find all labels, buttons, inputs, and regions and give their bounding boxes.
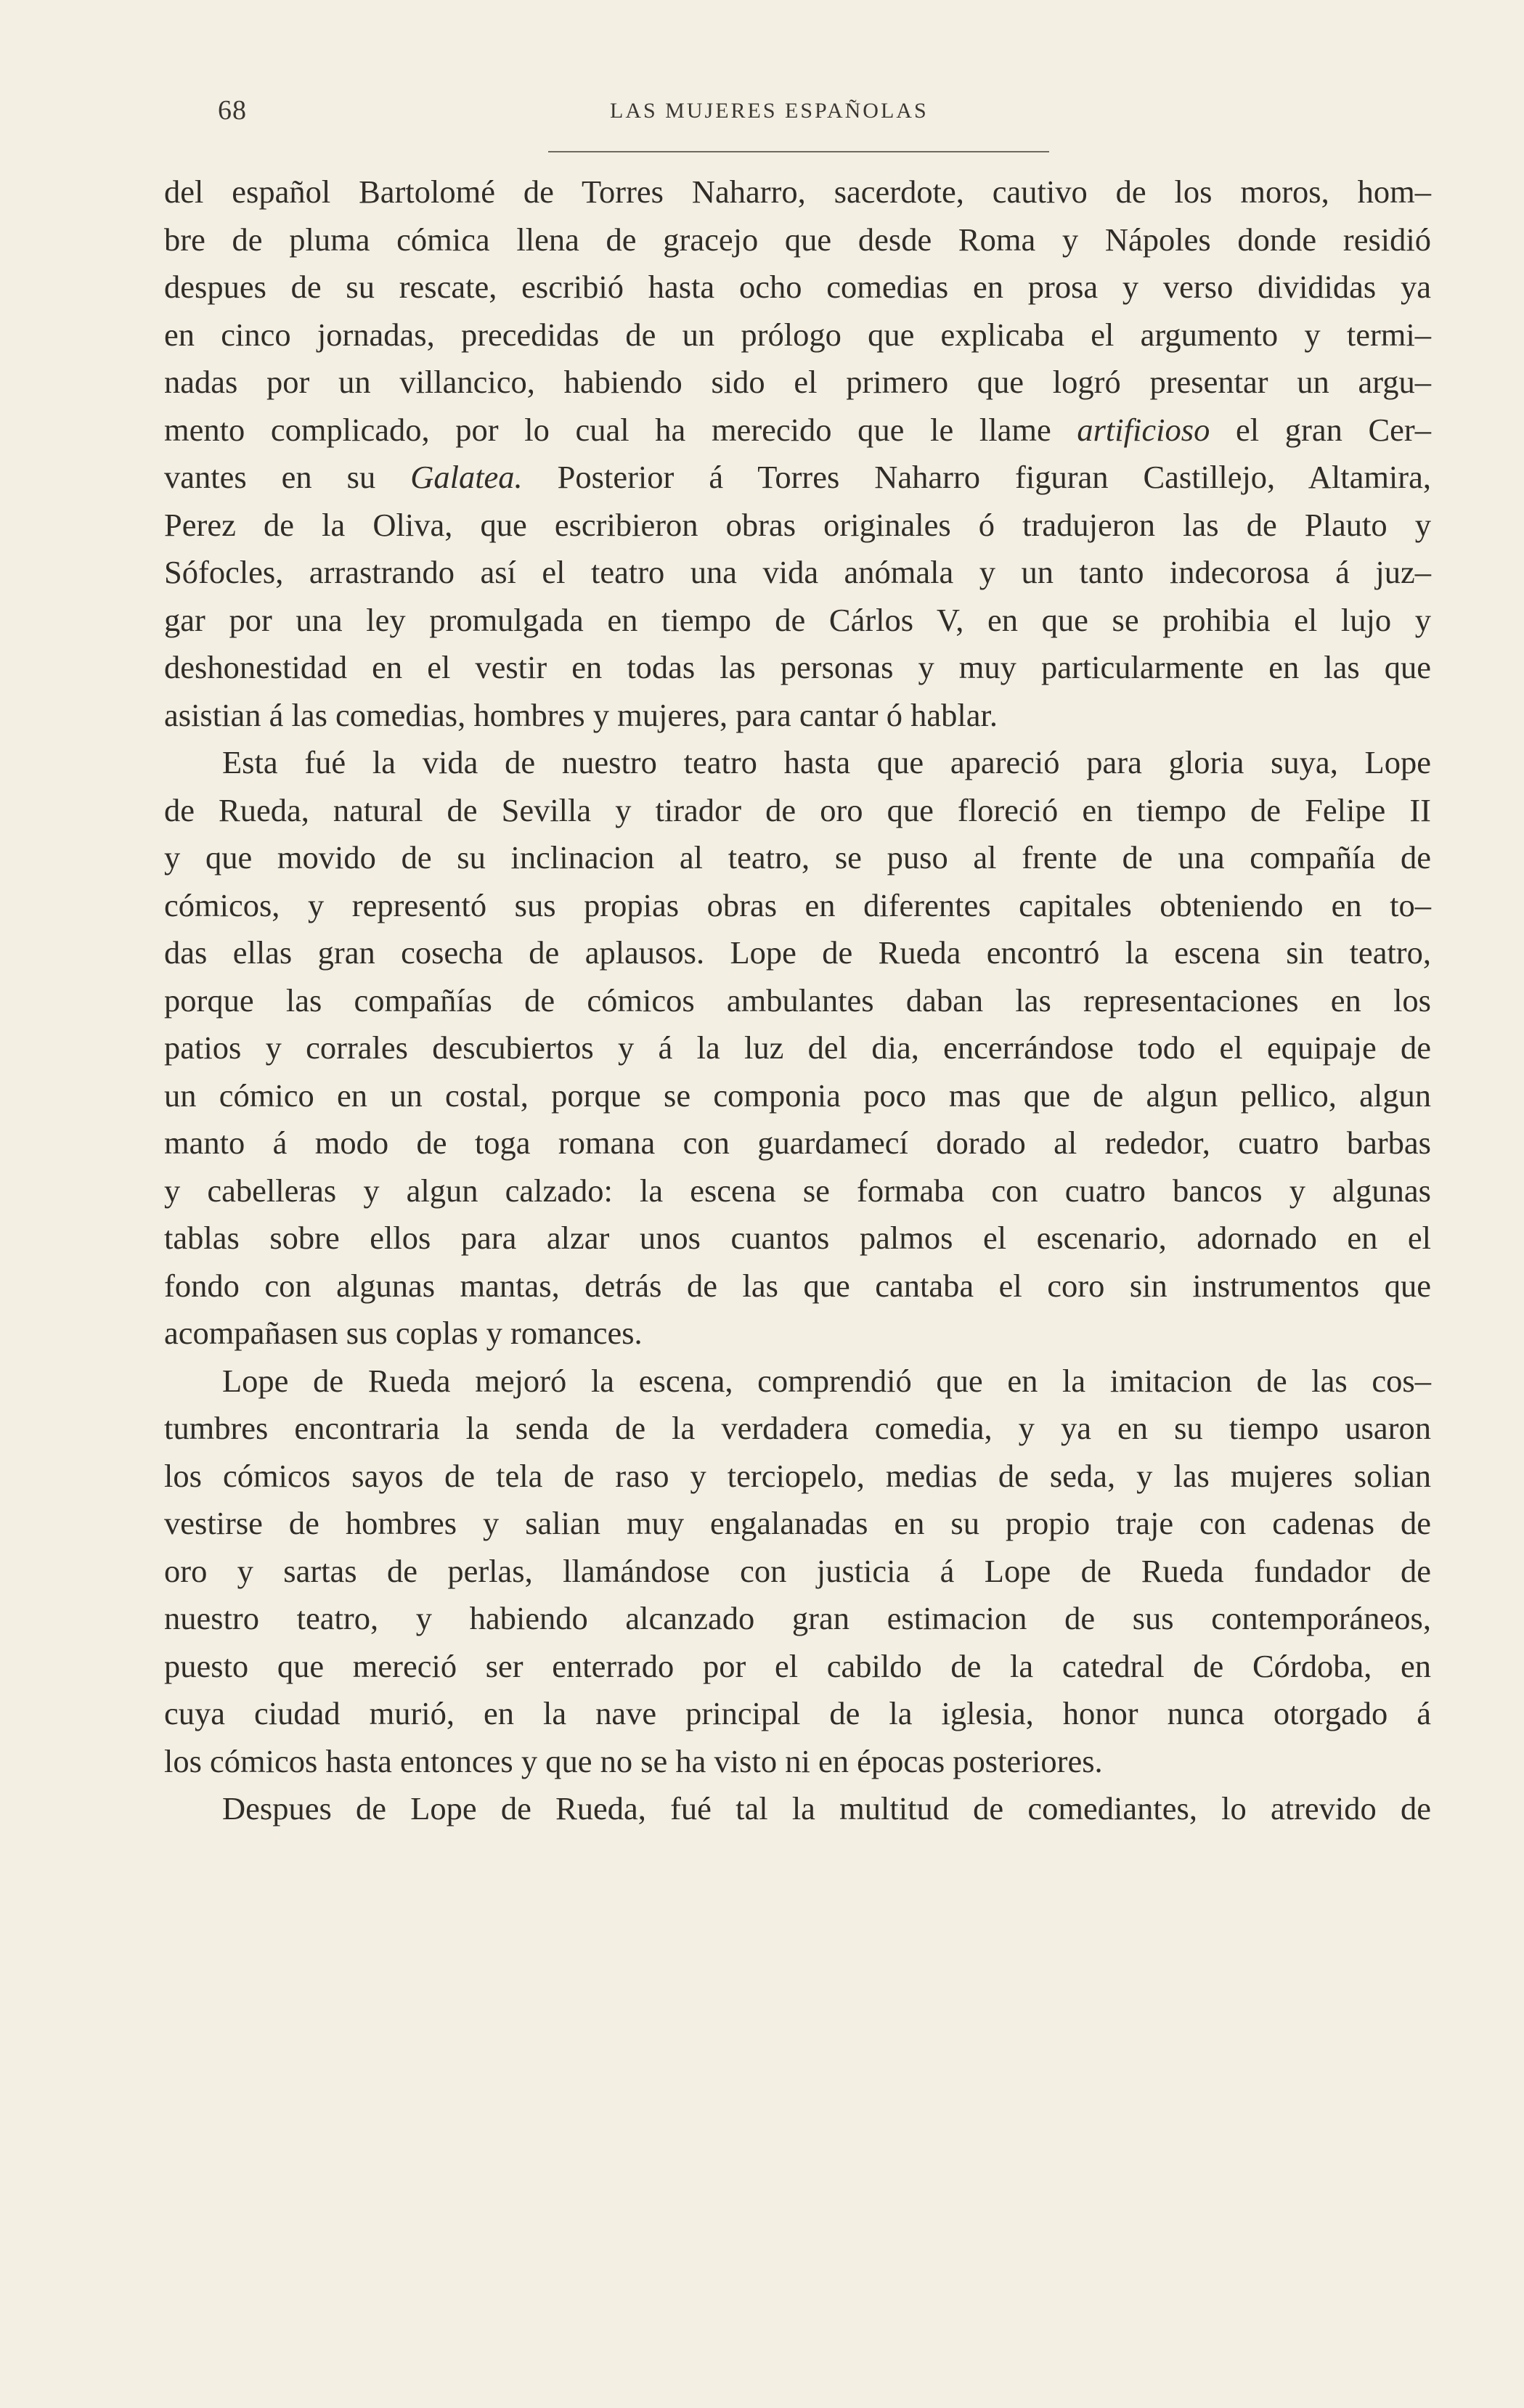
text-line: y que movido de su inclinacion al teatro, se puso al frente de una compañía de <box>164 839 1431 876</box>
text-line: puesto que mereció ser enterrado por el cabildo de la catedral de Córdoba, en <box>164 1647 1431 1684</box>
text-line: porque las compañías de cómicos ambulantes daban las representaciones en los <box>164 981 1431 1019</box>
paragraph-3 <box>164 1358 1431 1786</box>
text-line: los cómicos sayos de tela de raso y terciopelo, medias de seda, y las mujeres solian <box>164 1457 1431 1494</box>
text-line: Lope de Rueda mejoró la escena, comprendió que en la imitacion de las cos– <box>222 1362 1431 1399</box>
paragraph-2 <box>164 739 1431 1358</box>
text-line: nadas por un villancico, habiendo sido el primero que logró presentar un argu– <box>164 364 1431 400</box>
paragraph-1 <box>164 168 1431 739</box>
text-line: mento complicado, por lo cual ha merecido que le llame artificioso el gran Cer– <box>164 411 1431 448</box>
body-text <box>164 168 1431 1833</box>
paragraph-4 <box>164 1785 1431 1833</box>
text-line: Sófocles, arrastrando así el teatro una vida anómala y un tanto indecorosa á juz– <box>164 554 1431 590</box>
text-line: das ellas gran cosecha de aplausos. Lope de Rueda encontró la escena sin teatro, <box>164 934 1431 971</box>
text-line: cómicos, y representó sus propias obras en diferentes capitales obteniendo en to– <box>164 886 1431 923</box>
page-header <box>218 94 1430 138</box>
text-line: vestirse de hombres y salian muy engalanadas en su propio traje con cadenas de <box>164 1505 1431 1541</box>
text-line: manto á modo de toga romana con guardamecí dorado al rededor, cuatro barbas <box>164 1125 1431 1161</box>
text-line: un cómico en un costal, porque se componia poco mas que de algun pellico, algun <box>164 1077 1431 1114</box>
text-line: tablas sobre ellos para alzar unos cuantos palmos el escenario, adornado en el <box>164 1220 1431 1256</box>
text-line: oro y sartas de perlas, llamándose con justicia á Lope de Rueda fundador de <box>164 1552 1431 1589</box>
text-line: bre de pluma cómica llena de gracejo que desde Roma y Nápoles donde residió <box>164 221 1431 258</box>
text-line: fondo con algunas mantas, detrás de las que cantaba el coro sin instrumentos que <box>164 1267 1431 1304</box>
text-line: vantes en su Galatea. Posterior á Torres Naharro figuran Castillejo, Altamira, <box>164 459 1431 495</box>
italic-title: Galatea. <box>410 459 523 495</box>
text-line: acompañasen sus coplas y romances. <box>164 1315 643 1351</box>
text-line: Despues de Lope de Rueda, fué tal la multitud de comediantes, lo atrevido de <box>222 1790 1431 1827</box>
text-line: gar por una ley promulgada en tiempo de Cárlos V, en que se prohibia el lujo y <box>164 601 1431 638</box>
text-line: Perez de la Oliva, que escribieron obras originales ó tradujeron las de Plauto y <box>164 506 1431 543</box>
header-rule <box>548 151 1049 152</box>
text-line: de Rueda, natural de Sevilla y tirador de oro que floreció en tiempo de Felipe II <box>164 791 1431 828</box>
text-line: los cómicos hasta entonces y que no se ha visto ni en épocas posteriores. <box>164 1742 1103 1779</box>
text-line: nuestro teatro, y habiendo alcanzado gran estimacion de sus contemporáneos, <box>164 1600 1431 1636</box>
italic-term: artificioso <box>1077 411 1210 448</box>
text-line: tumbres encontraria la senda de la verdadera comedia, y ya en su tiempo usaron <box>164 1410 1431 1446</box>
text-line: patios y corrales descubiertos y á la luz del dia, encerrándose todo el equipaje de <box>164 1029 1431 1066</box>
text-line: y cabelleras y algun calzado: la escena se formaba con cuatro bancos y algunas <box>164 1172 1431 1209</box>
text-line: en cinco jornadas, precedidas de un prólogo que explicaba el argumento y termi– <box>164 316 1431 353</box>
page-number: 68 <box>218 95 247 126</box>
text-line: Esta fué la vida de nuestro teatro hasta que apareció para gloria suya, Lope <box>222 744 1431 780</box>
text-line: asistian á las comedias, hombres y mujeres, para cantar ó hablar. <box>164 696 998 733</box>
text-line: cuya ciudad murió, en la nave principal de la iglesia, honor nunca otorgado á <box>164 1695 1431 1731</box>
text-line: del español Bartolomé de Torres Naharro, sacerdote, cautivo de los moros, hom– <box>164 174 1431 210</box>
text-line: despues de su rescate, escribió hasta ocho comedias en prosa y verso divididas ya <box>164 269 1431 305</box>
text-line: deshonestidad en el vestir en todas las personas y muy particularmente en las que <box>164 649 1431 685</box>
running-title: LAS MUJERES ESPAÑOLAS <box>610 99 929 123</box>
